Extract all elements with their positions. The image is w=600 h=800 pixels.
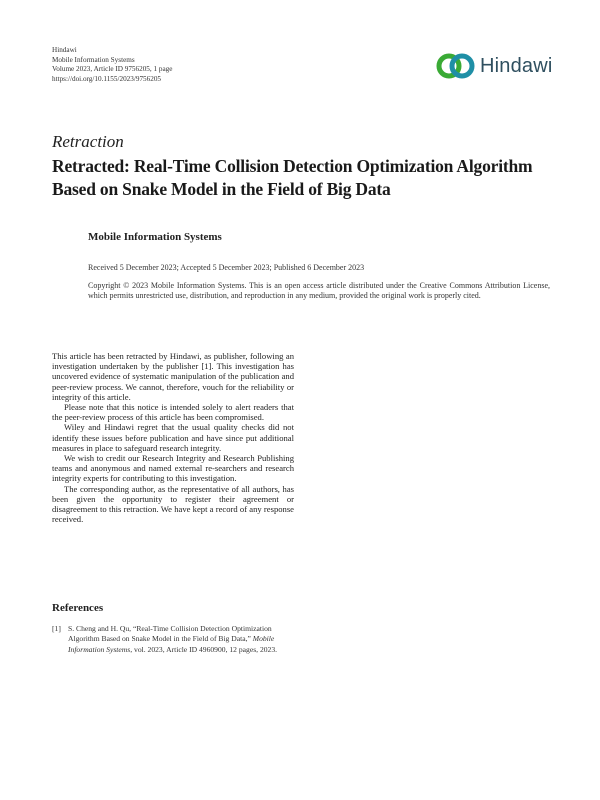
references-heading: References xyxy=(52,602,104,614)
publication-dates: Received 5 December 2023; Accepted 5 December 2023; Published 6 December 2023 xyxy=(88,263,365,272)
body-paragraph: The corresponding author, as the representative of all authors, has been given the opportunity to register their agreement or disagreement to this retraction. We have kept a record of any response received. xyxy=(52,483,294,525)
volume-line: Volume 2023, Article ID 9756205, 1 page xyxy=(52,65,173,74)
publisher-line: Hindawi xyxy=(52,46,77,54)
reference-text xyxy=(68,624,302,655)
journal-line: Mobile Information Systems xyxy=(52,55,135,64)
hindawi-logo xyxy=(436,48,576,84)
body-paragraph: Wiley and Hindawi regret that the usual quality checks did not identify these issues before publication and have since put additional measures in place to safeguard research integrity. xyxy=(52,422,294,453)
journal-name: Mobile Information Systems xyxy=(88,231,222,243)
hindawi-logo-icon xyxy=(436,50,476,82)
reference-prefix: S. Cheng and H. Qu, “Real-Time Collision Detection Optimization Algorithm Based on Snake Model in the Field of Big Data,” xyxy=(68,624,272,644)
body-paragraph: This article has been retracted by Hindawi, as publisher, following an investigation undertaken by the publisher [1]. This investigation has uncovered evidence of systematic manipulation of the publication and peer-review process. We cannot, therefore, vouch for the reliability or integrity of this article. xyxy=(52,351,294,402)
retraction-body xyxy=(52,351,294,524)
reference-journal: Mobile Information Systems xyxy=(68,634,275,654)
doi-line: https://doi.org/10.1155/2023/9756205 xyxy=(52,74,162,83)
logo-text: Hindawi xyxy=(480,54,553,77)
reference-item xyxy=(52,624,302,655)
reference-suffix: , vol. 2023, Article ID 4960900, 12 pages, 2023. xyxy=(130,644,278,654)
reference-number: [1] xyxy=(52,624,61,633)
body-paragraph: We wish to credit our Research Integrity and Research Publishing teams and anonymous and named external re-searchers and research integrity experts for contributing to this investigation. xyxy=(52,453,294,484)
article-metadata xyxy=(52,46,172,84)
copyright-notice: Copyright © 2023 Mobile Information Systems. This is an open access article distributed under the Creative Commons Attribution License, which permits unrestricted use, distribution, and reproduction in any medium, provided the original work is properly cited. xyxy=(88,281,550,301)
article-type: Retraction xyxy=(52,132,124,151)
body-paragraph: Please note that this notice is intended solely to alert readers that the peer-review process of this article has been compromised. xyxy=(52,402,294,423)
article-title: Retracted: Real-Time Collision Detection Optimization Algorithm Based on Snake Model in the Field of Big Data xyxy=(52,156,533,199)
